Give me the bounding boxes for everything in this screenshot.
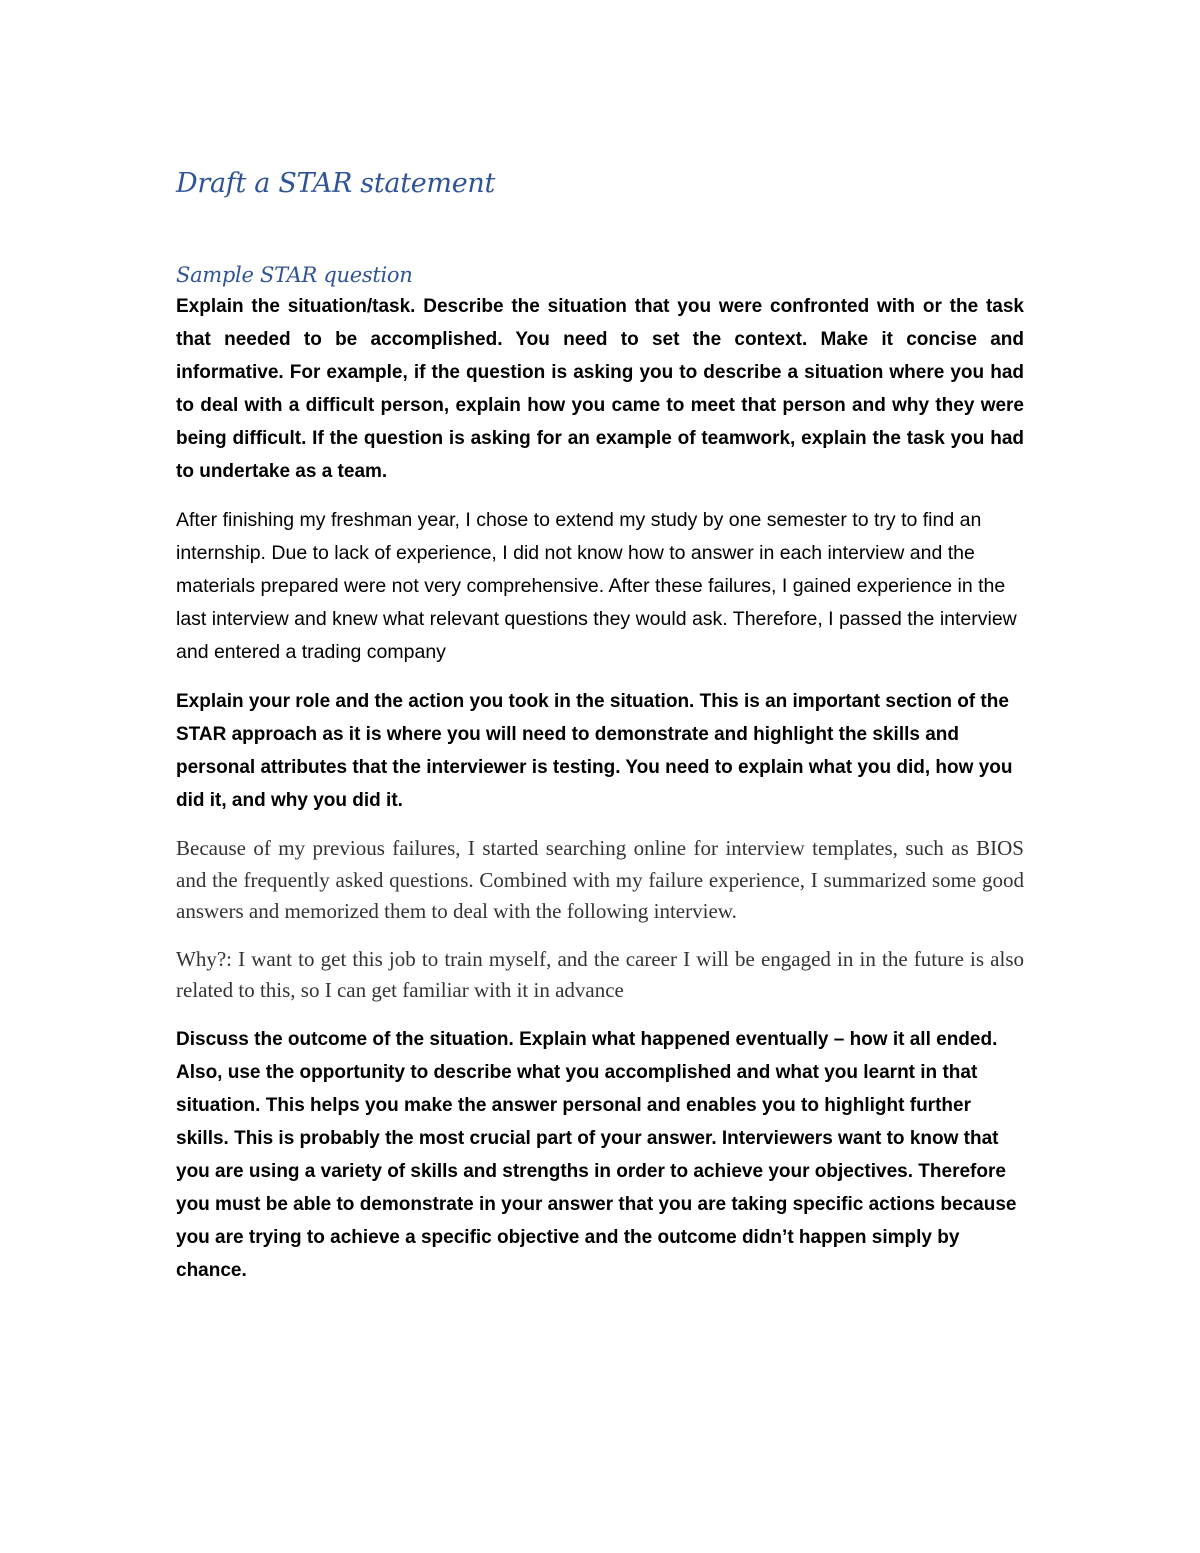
page-title: Draft a STAR statement [176,168,496,199]
result-prompt: Discuss the outcome of the situation. Explain what happened eventually – how it all ended. Also, use the opportunity to describe what you accomplished and what you learnt in that situation. This helps you make the answer personal and enables you to highlight further skills. This is probably the most crucial part of your answer. Interviewers want to know that you are using a variety of skills and strengths in order to achieve your objectives. Therefore you must be able to demonstrate in your answer that you are taking specific actions because you are trying to achieve a specific objective and the outcome didn’t happen simply by chance. [176,1028,1017,1281]
action-answer: Because of my previous failures, I started searching online for interview templates, such as BIOS and the frequently asked questions. Combined with my failure experience, I summarized some good answers and memorized them to deal with the following interview. [176,836,1024,923]
section-subtitle: Sample STAR question [176,263,413,287]
situation-answer: After finishing my freshman year, I chose to extend my study by one semester to try to find an internship. Due to lack of experience, I did not know how to answer in each interview and the materials prepared were not very comprehensive. After these failures, I gained experience in the last interview and knew what relevant questions they would ask. Therefore, I passed the interview and entered a trading company [176,509,1017,663]
situation-prompt: Explain the situation/task. Describe the situation that you were confronted with or the task that needed to be accomplished. You need to set the context. Make it concise and informative. For example, if the question is asking you to describe a situation where you had to deal with a difficult person, explain how you came to meet that person and why they were being difficult. If the question is asking for an example of teamwork, explain the task you had to undertake as a team. [176,296,1024,482]
why-answer: Why?: I want to get this job to train myself, and the career I will be engaged in in the future is also related to this, so I can get familiar with it in advance [176,946,1024,1002]
document-body [176,164,1024,1303]
action-prompt: Explain your role and the action you took in the situation. This is an important section of the STAR approach as it is where you will need to demonstrate and highlight the skills and personal attributes that the interviewer is testing. You need to explain what you did, how you did it, and why you did it. [176,691,1013,811]
